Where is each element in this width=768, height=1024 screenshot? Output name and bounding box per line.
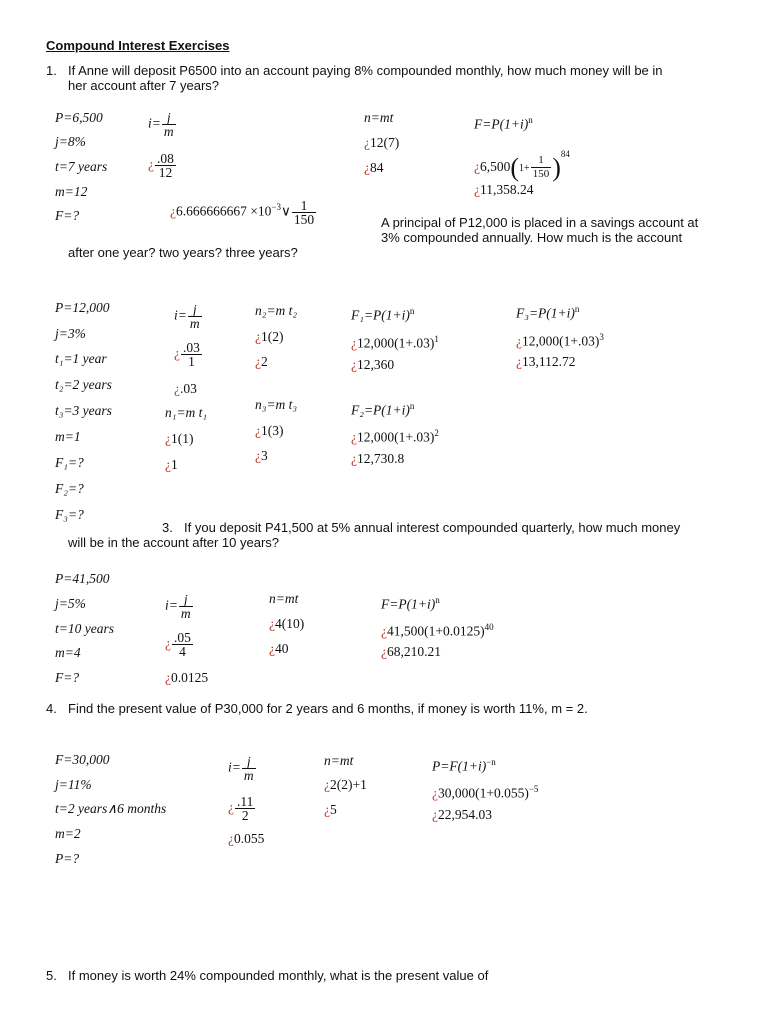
p2-i-value: ¿.03 xyxy=(174,381,197,396)
problem-2-text-line3: after one year? two years? three years? xyxy=(68,245,298,260)
p1-F-value: ¿11,358.24 xyxy=(474,182,534,197)
p3-i-formula: i= $\frac{j}{m}$ xyxy=(165,592,191,621)
p4-n-formula: n=mt xyxy=(324,753,354,768)
p2-given-4: t₃=3 years xyxy=(55,403,112,418)
p2-n2-formula: n₂=m t₂ xyxy=(255,303,298,318)
p2-n1-sub: ¿1(1) xyxy=(165,431,194,446)
problem-3-number: 3. xyxy=(162,520,173,535)
p3-given-4: F=? xyxy=(55,670,80,685)
p2-given-1: j=3% xyxy=(55,326,86,341)
p4-i-substitution: ¿ $\frac{.11}{2}$ xyxy=(228,794,254,823)
p1-i-substitution: ¿ $\frac{.08}{12}$ xyxy=(148,151,174,180)
p1-i-value: ¿$6.666666667 \times 10^{-3}\vee$ $\frac{1}{150}$ xyxy=(170,198,315,227)
problem-2-text-line1: A principal of P12,000 is placed in a savings account at xyxy=(381,215,699,230)
p1-n-formula: n=mt xyxy=(364,110,394,125)
p2-given-6: F₁=? xyxy=(55,455,84,470)
p2-n1-value: ¿1 xyxy=(165,457,178,472)
p4-n-sub: ¿2(2)+1 xyxy=(324,777,367,792)
p4-P-formula: $P=F(1+i)^{-n}$ xyxy=(432,757,496,774)
p1-F-sub: ¿6,500(1+ $\frac{1}{150}$ )$^{84}$ xyxy=(474,149,570,182)
p2-n3-formula: n₃=m t₃ xyxy=(255,397,298,412)
problem-1-text-line2: her account after 7 years? xyxy=(68,78,220,93)
p2-n3-value: ¿3 xyxy=(255,448,268,463)
p2-F1-sub: ¿$12,000(1+.03)^1$ xyxy=(351,334,439,351)
p3-n-value: ¿40 xyxy=(269,641,289,656)
problem-1-number: 1. xyxy=(46,63,57,78)
p1-n-sub: ¿12(7) xyxy=(364,135,400,150)
p4-given-4: P=? xyxy=(55,851,80,866)
p2-n1-formula: n₁=m t₁ xyxy=(165,405,208,420)
p2-given-7: F₂=? xyxy=(55,481,84,496)
problem-1-text-line1: If Anne will deposit P6500 into an account paying 8% compounded monthly, how much money will be in xyxy=(68,63,663,78)
p4-given-3: m=2 xyxy=(55,826,81,841)
p3-given-3: m=4 xyxy=(55,645,81,660)
p2-given-0: P=12,000 xyxy=(55,300,110,315)
p2-given-8: F₃=? xyxy=(55,507,84,522)
p2-given-5: m=1 xyxy=(55,429,81,444)
page-title: Compound Interest Exercises xyxy=(46,38,230,53)
p2-i-formula: i= $\frac{j}{m}$ xyxy=(174,302,200,331)
p4-given-0: F=30,000 xyxy=(55,752,110,767)
p1-given-1: j=8% xyxy=(55,134,86,149)
p1-given-4: F=? xyxy=(55,208,80,223)
p3-n-formula: n=mt xyxy=(269,591,299,606)
p1-given-2: t=7 years xyxy=(55,159,108,174)
problem-2-text-line2: 3% compounded annually. How much is the account xyxy=(381,230,683,245)
p4-i-value: ¿0.055 xyxy=(228,831,265,846)
p3-given-0: P=41,500 xyxy=(55,571,110,586)
p4-P-value: ¿22,954.03 xyxy=(432,807,492,822)
p4-i-formula: i= $\frac{j}{m}$ xyxy=(228,754,254,783)
p2-F2-value: ¿12,730.8 xyxy=(351,451,405,466)
p4-P-sub: ¿$30,000(1+0.055)^{-5}$ xyxy=(432,784,539,801)
problem-5-number: 5. xyxy=(46,968,57,983)
p1-n-value: ¿84 xyxy=(364,160,384,175)
p1-given-0: P=6,500 xyxy=(55,110,103,125)
p2-F2-formula: $F_2=P(1+i)^n$ xyxy=(351,401,415,418)
problem-3-text-line1: If you deposit P41,500 at 5% annual interest compounded quarterly, how much money xyxy=(184,520,681,535)
p2-F1-formula: $F_1=P(1+i)^n$ xyxy=(351,306,415,323)
p2-given-3: t₂=2 years xyxy=(55,377,112,392)
p1-i-formula: i= $\frac{j}{m}$ xyxy=(148,110,174,139)
problem-4-number: 4. xyxy=(46,701,57,716)
p3-n-sub: ¿4(10) xyxy=(269,616,305,631)
problem-4-text-line1: Find the present value of P30,000 for 2 years and 6 months, if money is worth 11%, m = 2. xyxy=(68,701,588,716)
p3-F-formula: $F=P(1+i)^n$ xyxy=(381,595,440,612)
problem-3-text-line2: will be in the account after 10 years? xyxy=(68,535,280,550)
p2-F1-value: ¿12,360 xyxy=(351,357,395,372)
p3-given-2: t=10 years xyxy=(55,621,114,636)
p3-i-substitution: ¿ $\frac{.05}{4}$ xyxy=(165,630,191,659)
p1-F-formula: $F=P(1+i)^n$ xyxy=(474,115,533,132)
p1-given-3: m=12 xyxy=(55,184,88,199)
p2-given-2: t₁=1 year xyxy=(55,351,107,366)
p2-n3-sub: ¿1(3) xyxy=(255,423,284,438)
p2-n2-value: ¿2 xyxy=(255,354,268,369)
p2-n2-sub: ¿1(2) xyxy=(255,329,284,344)
p2-i-substitution: ¿ $\frac{.03}{1}$ xyxy=(174,340,200,369)
p3-given-1: j=5% xyxy=(55,596,86,611)
p2-F3-sub: ¿$12,000(1+.03)^3$ xyxy=(516,332,604,349)
p2-F3-formula: $F_3=P(1+i)^n$ xyxy=(516,304,580,321)
p2-F3-value: ¿13,112.72 xyxy=(516,354,576,369)
problem-5-text-line1: If money is worth 24% compounded monthly, what is the present value of xyxy=(68,968,489,983)
p4-given-1: j=11% xyxy=(55,777,92,792)
p3-F-sub: ¿$41,500(1+0.0125)^{40}$ xyxy=(381,622,494,639)
p4-given-2: t=2 years∧6 months xyxy=(55,801,167,816)
p3-F-value: ¿68,210.21 xyxy=(381,644,441,659)
p3-i-value: ¿0.0125 xyxy=(165,670,209,685)
p4-n-value: ¿5 xyxy=(324,802,337,817)
p2-F2-sub: ¿$12,000(1+.03)^2$ xyxy=(351,428,439,445)
